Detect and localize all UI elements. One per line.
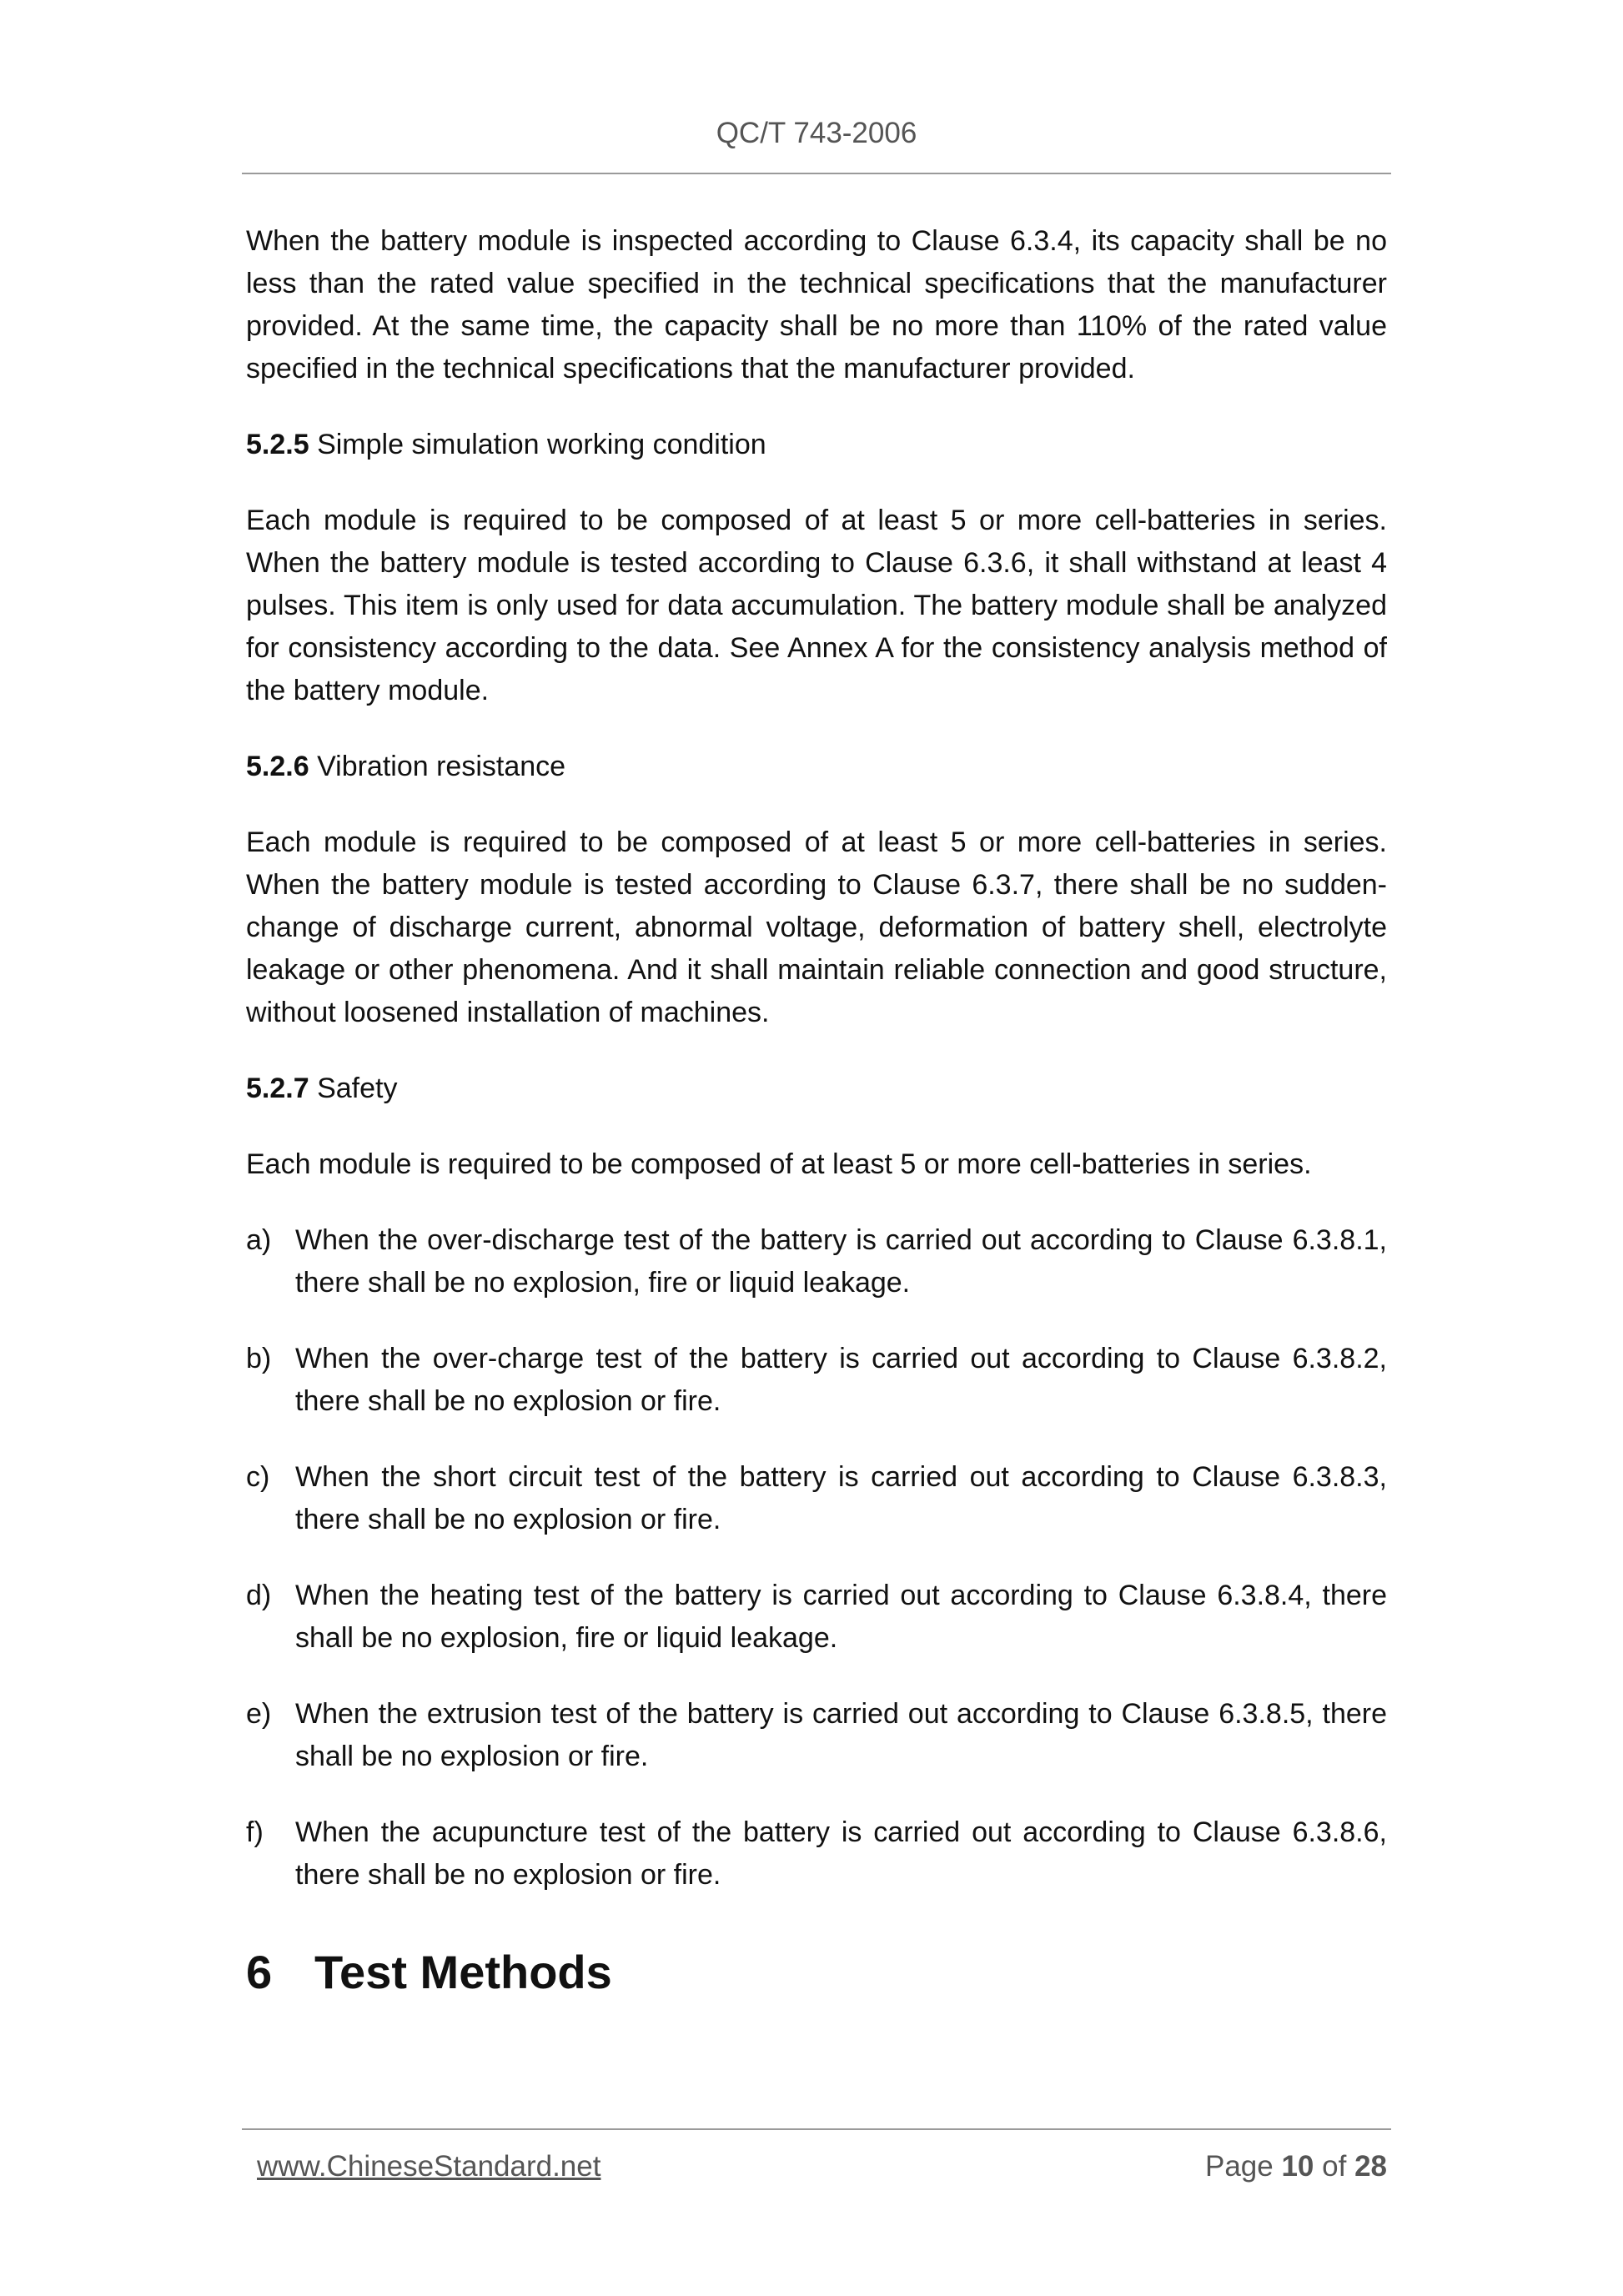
section-number: 5.2.6 (246, 751, 309, 782)
section-title: Vibration resistance (317, 751, 566, 782)
page-footer (257, 2150, 1387, 2183)
list-marker: f) (246, 1816, 264, 1848)
page-total: 28 (1354, 2150, 1387, 2183)
list-item (246, 1338, 1387, 1423)
list-marker: a) (246, 1224, 272, 1256)
chapter-heading (246, 1943, 1387, 2002)
section-heading-5-2-7 (246, 1068, 1387, 1110)
list-item (246, 1575, 1387, 1660)
list-marker: e) (246, 1698, 272, 1730)
section-paragraph-5-2-6: Each module is required to be composed of at least 5 or more cell-batteries in series. When the battery module is tested according to Clause 6.3.7, there shall be no sudden-change of discharge current, abnormal voltage, deformation of battery shell, electrolyte leakage or other phenomena. And it shall maintain reliable connection and good structure, without loosened installation of machines. (246, 826, 1387, 1028)
list-item-text: When the heating test of the battery is carried out according to Clause 6.3.8.4, there shall be no explosion, fire or liquid leakage. (295, 1580, 1387, 1654)
page-content (246, 220, 1387, 2002)
section-paragraph-5-2-7: Each module is required to be composed of at least 5 or more cell-batteries in series. (246, 1148, 1312, 1180)
list-item (246, 1219, 1387, 1304)
list-item-text: When the over-charge test of the battery is carried out according to Clause 6.3.8.2, there shall be no explosion or fire. (295, 1343, 1387, 1417)
list-item-text: When the over-discharge test of the battery is carried out according to Clause 6.3.8.1, there shall be no explosion, fire or liquid leakage. (295, 1224, 1387, 1299)
chapter-title: Test Methods (314, 1946, 612, 1998)
page-current: 10 (1281, 2150, 1314, 2183)
section-title: Simple simulation working condition (317, 429, 766, 460)
list-marker: c) (246, 1461, 270, 1493)
list-item (246, 1693, 1387, 1778)
list-item-text: When the short circuit test of the battery is carried out according to Clause 6.3.8.3, there shall be no explosion or fire. (295, 1461, 1387, 1535)
section-number: 5.2.7 (246, 1073, 309, 1104)
intro-paragraph: When the battery module is inspected according to Clause 6.3.4, its capacity shall be no less than the rated value specified in the technical specifications that the manufacturer provided. At the same time, the capacity shall be no more than 110% of the rated value specified in the technical specifications that the manufacturer provided. (246, 225, 1387, 384)
section-number: 5.2.5 (246, 429, 309, 460)
page-number (1205, 2150, 1387, 2183)
section-paragraph-5-2-5: Each module is required to be composed of at least 5 or more cell-batteries in series. When the battery module is tested according to Clause 6.3.6, it shall withstand at least 4 pulses. This item is only used for data accumulation. The battery module shall be analyzed for consistency according to the data. See Annex A for the consistency analysis method of the battery module. (246, 505, 1387, 706)
list-item-text: When the extrusion test of the battery is carried out according to Clause 6.3.8.5, there shall be no explosion or fire. (295, 1698, 1387, 1772)
section-heading-5-2-5 (246, 424, 1387, 466)
document-header-id: QC/T 743-2006 (716, 117, 917, 149)
section-title: Safety (317, 1073, 398, 1104)
list-marker: d) (246, 1580, 272, 1611)
list-item (246, 1811, 1387, 1897)
section-heading-5-2-6 (246, 746, 1387, 788)
chapter-number: 6 (246, 1946, 273, 1998)
list-item-text: When the acupuncture test of the battery is carried out according to Clause 6.3.8.6, there shall be no explosion or fire. (295, 1816, 1387, 1891)
list-item (246, 1456, 1387, 1541)
website-link[interactable]: www.ChineseStandard.net (257, 2150, 601, 2183)
list-marker: b) (246, 1343, 272, 1374)
header-divider (242, 173, 1391, 174)
page-label: Page (1204, 2150, 1274, 2183)
page-of-label: of (1322, 2150, 1347, 2183)
footer-divider (242, 2128, 1391, 2130)
